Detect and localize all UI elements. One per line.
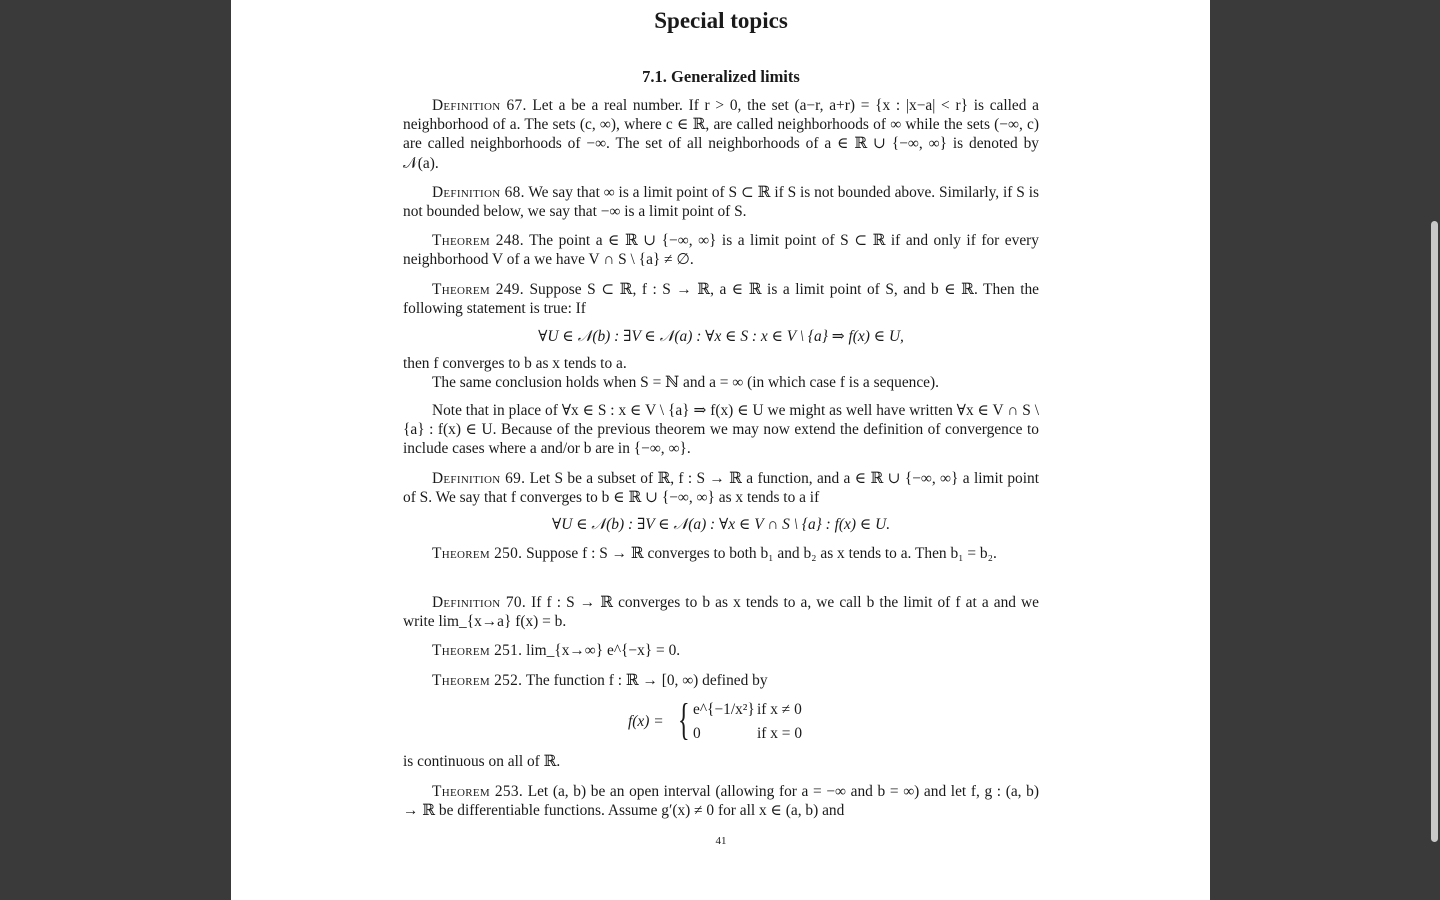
note-paragraph [403, 401, 1039, 459]
theorem-248-body: The point a ∈ ℝ ∪ {−∞, ∞} is a limit point of S ⊂ ℝ if and only if for every neighborhood V of a we have V ∩ S \ {a} ≠ ∅. [403, 232, 1039, 269]
definition-68-body: We say that ∞ is a limit point of S ⊂ ℝ if S is not bounded above. Similarly, if S is not bounded below, we say that −∞ is a limit point of S. [403, 184, 1039, 221]
theorem-249-display [403, 327, 1039, 346]
theorem-253-heading: Theorem 253. [432, 783, 524, 800]
definition-69 [403, 469, 1039, 507]
theorem-249-after: then f converges to b as x tends to a. [403, 355, 627, 372]
theorem-250-heading: Theorem 250. [432, 545, 523, 562]
theorem-249-formula: ∀U ∈ 𝒩(b) : ∃V ∈ 𝒩(a) : ∀x ∈ S : x ∈ V \ {a} ⇒ f(x) ∈ U, [538, 328, 904, 345]
theorem-250-body: Suppose f : S → ℝ converges to both b₁ and b₂ as x tends to a. Then b₁ = b₂. [526, 545, 997, 562]
case-2-condition: if x = 0 [757, 725, 803, 742]
theorem-251 [403, 641, 1039, 660]
definition-69-display [403, 515, 1039, 534]
theorem-249 [403, 280, 1039, 318]
theorem-248-heading: Theorem 248. [432, 232, 524, 249]
theorem-251-heading: Theorem 251. [432, 642, 523, 659]
definition-70 [403, 593, 1039, 631]
definition-69-body: Let S be a subset of ℝ, f : S → ℝ a function, and a ∈ ℝ ∪ {−∞, ∞} a limit point of S. We say that f converges to b ∈ ℝ ∪ {−∞, ∞} as x tends to a if [403, 470, 1040, 507]
piecewise-lhs: f(x) = [628, 713, 664, 730]
theorem-252-after: is continuous on all of ℝ. [403, 753, 561, 770]
theorem-253-body: Let (a, b) be an open interval (allowing for a = −∞ and b = ∞) and let f, g : (a, b) → ℝ be differentiable functions. Assume g′(x) ≠ 0 for all x ∈ (a, b) and [403, 783, 1039, 820]
case-1-condition: if x ≠ 0 [757, 701, 802, 718]
theorem-249-heading: Theorem 249. [432, 281, 524, 298]
note-body: Note that in place of ∀x ∈ S : x ∈ V \ {a} ⇒ f(x) ∈ U we might as well have written ∀x ∈ V ∩ S \ {a} : f(x) ∈ U. Because of the previous theorem we may now extend the definition of convergence to include cases where a and/or b are in {−∞, ∞}. [403, 402, 1039, 458]
theorem-252-piecewise [403, 695, 1039, 750]
case-2-value: 0 [693, 725, 701, 742]
case-1-value: e^{−1/x²} [693, 701, 755, 718]
definition-67-body: Let a be a real number. If r > 0, the set (a−r, a+r) = {x : |x−a| < r} is called a neighborhood of a. The sets (c, ∞), where c ∈ ℝ, are called neighborhoods of ∞ while the sets (−∞, c) are called neighborhoods of −∞. The set of all neighborhoods of a ∈ ℝ ∪ {−∞, ∞} is denoted by 𝒩(a). [403, 97, 1039, 172]
theorem-252-conclusion [403, 752, 1039, 771]
definition-69-formula: ∀U ∈ 𝒩(b) : ∃V ∈ 𝒩(a) : ∀x ∈ V ∩ S \ {a} : f(x) ∈ U. [551, 516, 891, 533]
vertical-scrollbar[interactable] [1429, 0, 1440, 900]
definition-70-heading: Definition 70. [432, 594, 527, 611]
definition-68-heading: Definition 68. [432, 184, 525, 201]
theorem-252-body: The function f : ℝ → [0, ∞) defined by [525, 672, 768, 689]
piecewise-brace: { [678, 695, 690, 744]
definition-67 [403, 96, 1039, 173]
theorem-253 [403, 782, 1039, 820]
theorem-251-body: lim_{x→∞} e^{−x} = 0. [526, 642, 681, 659]
scrollbar-thumb[interactable] [1431, 221, 1438, 842]
theorem-249-conclusion [403, 354, 1039, 392]
chapter-title: Special topics [654, 8, 788, 33]
theorem-249-body: Suppose S ⊂ ℝ, f : S → ℝ, a ∈ ℝ is a limit point of S, and b ∈ ℝ. Then the following statement is true: If [403, 281, 1039, 318]
page-number: 41 [715, 835, 727, 847]
section-title: 7.1. Generalized limits [642, 67, 800, 86]
theorem-252-heading: Theorem 252. [432, 672, 523, 689]
theorem-248 [403, 231, 1039, 269]
theorem-249-note: The same conclusion holds when S = ℕ and a = ∞ (in which case f is a sequence). [432, 374, 939, 392]
pdf-page [231, 0, 1210, 900]
definition-68 [403, 183, 1039, 221]
theorem-252 [403, 671, 1039, 690]
definition-70-body: If f : S → ℝ converges to b as x tends to a, we call b the limit of f at a and we write lim_{x→a} f(x) = b. [403, 594, 1040, 631]
definition-69-heading: Definition 69. [432, 470, 526, 487]
theorem-250 [403, 544, 1039, 563]
definition-67-heading: Definition 67. [432, 97, 527, 114]
